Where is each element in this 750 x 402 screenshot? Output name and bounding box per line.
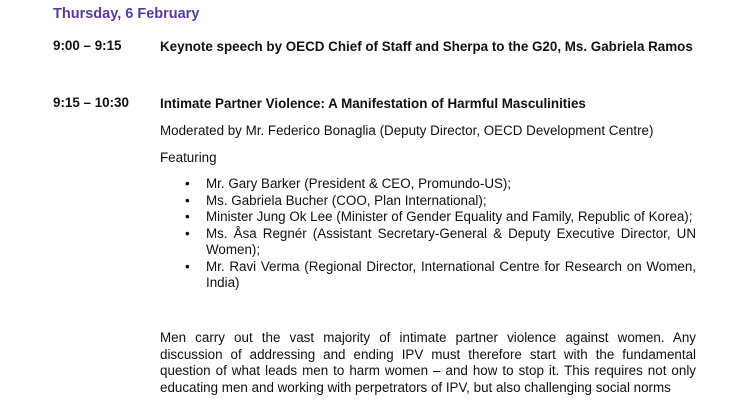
list-item: [185, 259, 696, 292]
bullet-icon: •: [185, 209, 190, 224]
speaker-text: Ms. Gabriela Bucher (COO, Plan International);: [206, 192, 487, 208]
bullet-icon: •: [185, 258, 190, 274]
list-item: [185, 226, 696, 259]
speaker-text: Minister Jung Ok Lee (Minister of Gender Equality and Family, Republic of Korea);: [206, 209, 693, 224]
bullet-icon: •: [185, 192, 190, 208]
speaker-text: Mr. Ravi Verma (Regional Director, International Centre for Research on Women, India): [206, 258, 696, 290]
speaker-text: Ms. Åsa Regnér (Assistant Secretary-General & Deputy Executive Director, UN Women);: [206, 225, 696, 257]
list-item: [185, 193, 696, 210]
bullet-icon: •: [185, 176, 190, 191]
list-item: [185, 176, 696, 193]
session-2-description: Men carry out the vast majority of intimate partner violence against women. Any discussion of addressing and ending IPV must therefore start with the fundamental question of what leads men to harm women – and how to stop it. This requires not only educating men and working with perpetrators of IPV, but also challenging social norms: [160, 330, 696, 395]
day-heading: Thursday, 6 February: [53, 6, 200, 22]
session-1-time: 9:00 – 9:15: [53, 38, 122, 53]
speaker-list: [185, 176, 696, 292]
bullet-icon: •: [185, 225, 190, 241]
session-2-title: Intimate Partner Violence: A Manifestation of Harmful Masculinities: [160, 96, 586, 111]
session-2-time: 9:15 – 10:30: [53, 95, 129, 110]
session-2-moderator: Moderated by Mr. Federico Bonaglia (Deputy Director, OECD Development Centre): [160, 123, 654, 138]
session-2-featuring-label: Featuring: [160, 150, 217, 165]
session-1-title: Keynote speech by OECD Chief of Staff and Sherpa to the G20, Ms. Gabriela Ramos: [160, 39, 693, 54]
list-item: [185, 209, 696, 226]
speaker-text: Mr. Gary Barker (President & CEO, Promundo-US);: [206, 176, 512, 191]
